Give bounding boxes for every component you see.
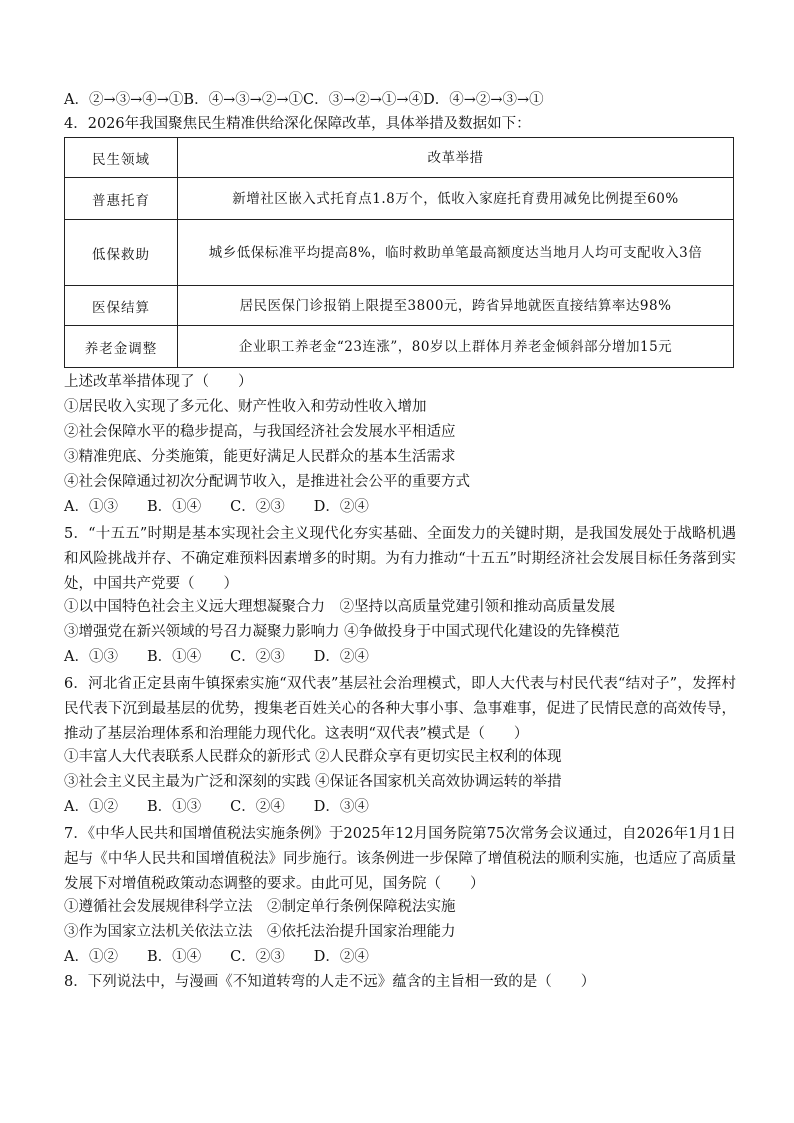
field-cell: 普惠托育 bbox=[65, 178, 178, 220]
table-row bbox=[65, 286, 734, 326]
q5-item: ③增强党在新兴领域的号召力凝聚力影响力 ④争做投身于中国式现代化建设的先锋模范 bbox=[64, 624, 620, 640]
q4-item: ④社会保障通过初次分配调节收入，是推进社会公平的重要方式 bbox=[64, 474, 470, 490]
header-measure: 改革举措 bbox=[178, 138, 734, 178]
field-cell: 养老金调整 bbox=[65, 326, 178, 368]
q6-item: ③社会主义民主最为广泛和深刻的实践 ④保证各国家机关高效协调运转的举措 bbox=[64, 774, 562, 790]
q6-options: A．①② B．①③ C．②④ D．③④ bbox=[64, 799, 369, 815]
reform-table bbox=[64, 137, 734, 368]
q5-options: A．①③ B．①④ C．②③ D．②④ bbox=[64, 649, 369, 665]
q5-item: ①以中国特色社会主义远大理想凝聚合力 ②坚持以高质量党建引领和推动高质量发展 bbox=[64, 599, 615, 615]
measure-cell: 城乡低保标准平均提高8%，临时救助单笔最高额度达当地月人均可支配收入3倍 bbox=[178, 220, 734, 286]
q7-stem: 7．《中华人民共和国增值税法实施条例》于2025年12月国务院第75次常务会议通过，自2026年1月1日起与《中华人民共和国增值税法》同步施行。该条例进一步保障了增值税法的顺利实施，也适应了高质量发展下对增值税政策动态调整的要求。由此可见，国务院（ ） bbox=[64, 826, 736, 892]
q6-stem: 6．河北省正定县南牛镇探索实施“双代表”基层社会治理模式，即人大代表与村民代表“结对子”，发挥村民代表下沉到最基层的优势，搜集老百姓关心的各种大事小事、急事难事，促进了民情民意的高效传导，推动了基层治理体系和治理能力现代化。这表明“双代表”模式是（ ） bbox=[64, 676, 736, 742]
q7-options: A．①② B．①④ C．②③ D．②④ bbox=[64, 949, 369, 965]
q3-options: A．②→③→④→①B．④→③→②→①C．③→②→①→④D．④→②→③→① bbox=[64, 92, 544, 108]
header-field: 民生领域 bbox=[65, 138, 178, 178]
q4-item: ③精准兜底、分类施策，能更好满足人民群众的基本生活需求 bbox=[64, 449, 456, 465]
measure-cell: 新增社区嵌入式托育点1.8万个，低收入家庭托育费用减免比例提至60% bbox=[178, 178, 734, 220]
q7-item: ③作为国家立法机关依法立法 ④依托法治提升国家治理能力 bbox=[64, 924, 456, 940]
table-row bbox=[65, 178, 734, 220]
q4-options: A．①③ B．①④ C．②③ D．②④ bbox=[64, 499, 369, 515]
q5-stem: 5．“十五五”时期是基本实现社会主义现代化夯实基础、全面发力的关键时期，是我国发展处于战略机遇和风险挑战并存、不确定难预料因素增多的时期。为有力推动“十五五”时期经济社会发展目标任务落到实处，中国共产党要（ ） bbox=[64, 526, 736, 592]
q6-item: ①丰富人大代表联系人民群众的新形式 ②人民群众享有更切实民主权利的体现 bbox=[64, 749, 562, 765]
q4-item: ①居民收入实现了多元化、财产性收入和劳动性收入增加 bbox=[64, 399, 427, 415]
field-cell: 医保结算 bbox=[65, 286, 178, 326]
q8-stem: 8．下列说法中，与漫画《不知道转弯的人走不远》蕴含的主旨相一致的是（ ） bbox=[64, 974, 596, 990]
table-row bbox=[65, 220, 734, 286]
table-row bbox=[65, 326, 734, 368]
table-header-row bbox=[65, 138, 734, 178]
measure-cell: 企业职工养老金“23连涨”，80岁以上群体月养老金倾斜部分增加15元 bbox=[178, 326, 734, 368]
q4-question: 上述改革举措体现了（ ） bbox=[64, 374, 253, 390]
q4-stem: 4．2026年我国聚焦民生精准供给深化保障改革，具体举措及数据如下： bbox=[64, 116, 531, 132]
field-cell: 低保救助 bbox=[65, 220, 178, 286]
q7-item: ①遵循社会发展规律科学立法 ②制定单行条例保障税法实施 bbox=[64, 899, 456, 915]
q4-item: ②社会保障水平的稳步提高，与我国经济社会发展水平相适应 bbox=[64, 424, 456, 440]
measure-cell: 居民医保门诊报销上限提至3800元，跨省异地就医直接结算率达98% bbox=[178, 286, 734, 326]
